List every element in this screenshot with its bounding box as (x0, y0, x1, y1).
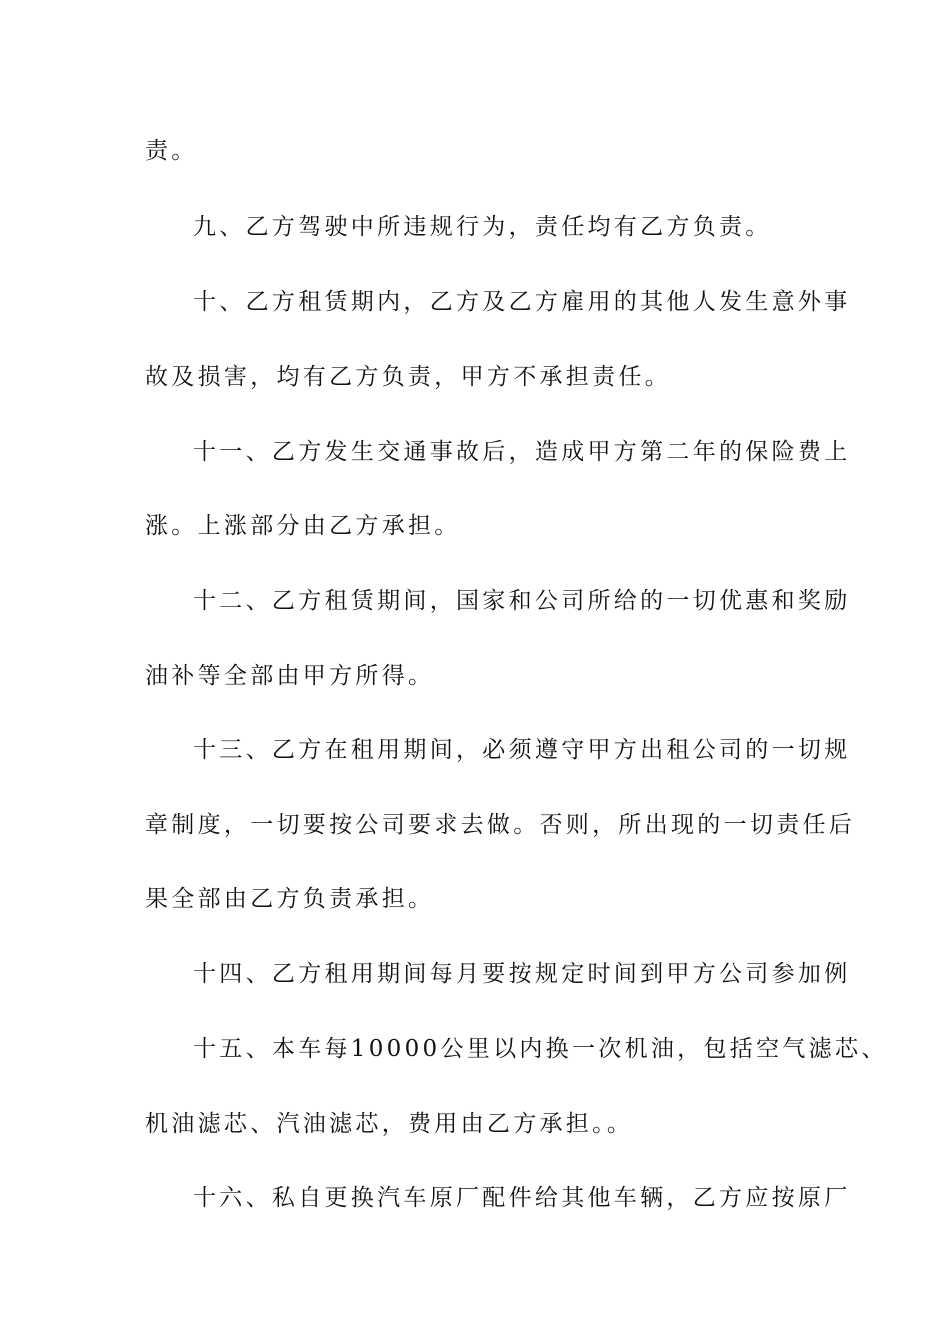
text-line: 责。 (145, 138, 198, 164)
text-line: 故及损害，均有乙方负责，甲方不承担责任。 (145, 364, 671, 390)
text-line: 章制度，一切要按公司要求去做。否则，所出现的一切责任后 (145, 812, 856, 838)
clause-10: 十、乙方租赁期内，乙方及乙方雇用的其他人发生意外事 (193, 289, 851, 315)
clause-13: 十三、乙方在租用期间，必须遵守甲方出租公司的一切规 (193, 737, 851, 763)
text-line: 果全部由乙方负责承担。 (145, 886, 435, 912)
clause-15: 十五、本车每10000公里以内换一次机油，包括空气滤芯、 (193, 1036, 888, 1062)
text-line: 油补等全部由甲方所得。 (145, 663, 435, 689)
text-line: 涨。上涨部分由乙方承担。 (145, 513, 461, 539)
clause-14: 十四、乙方租用期间每月要按规定时间到甲方公司参加例 (193, 961, 851, 987)
clause-9: 九、乙方驾驶中所违规行为，责任均有乙方负责。 (193, 214, 772, 240)
clause-11: 十一、乙方发生交通事故后，造成甲方第二年的保险费上 (193, 439, 851, 465)
clause-12: 十二、乙方租赁期间，国家和公司所给的一切优惠和奖励 (193, 588, 851, 614)
clause-16: 十六、私自更换汽车原厂配件给其他车辆，乙方应按原厂 (193, 1185, 851, 1211)
text-line: 机油滤芯、汽油滤芯，费用由乙方承担。。 (145, 1111, 634, 1137)
